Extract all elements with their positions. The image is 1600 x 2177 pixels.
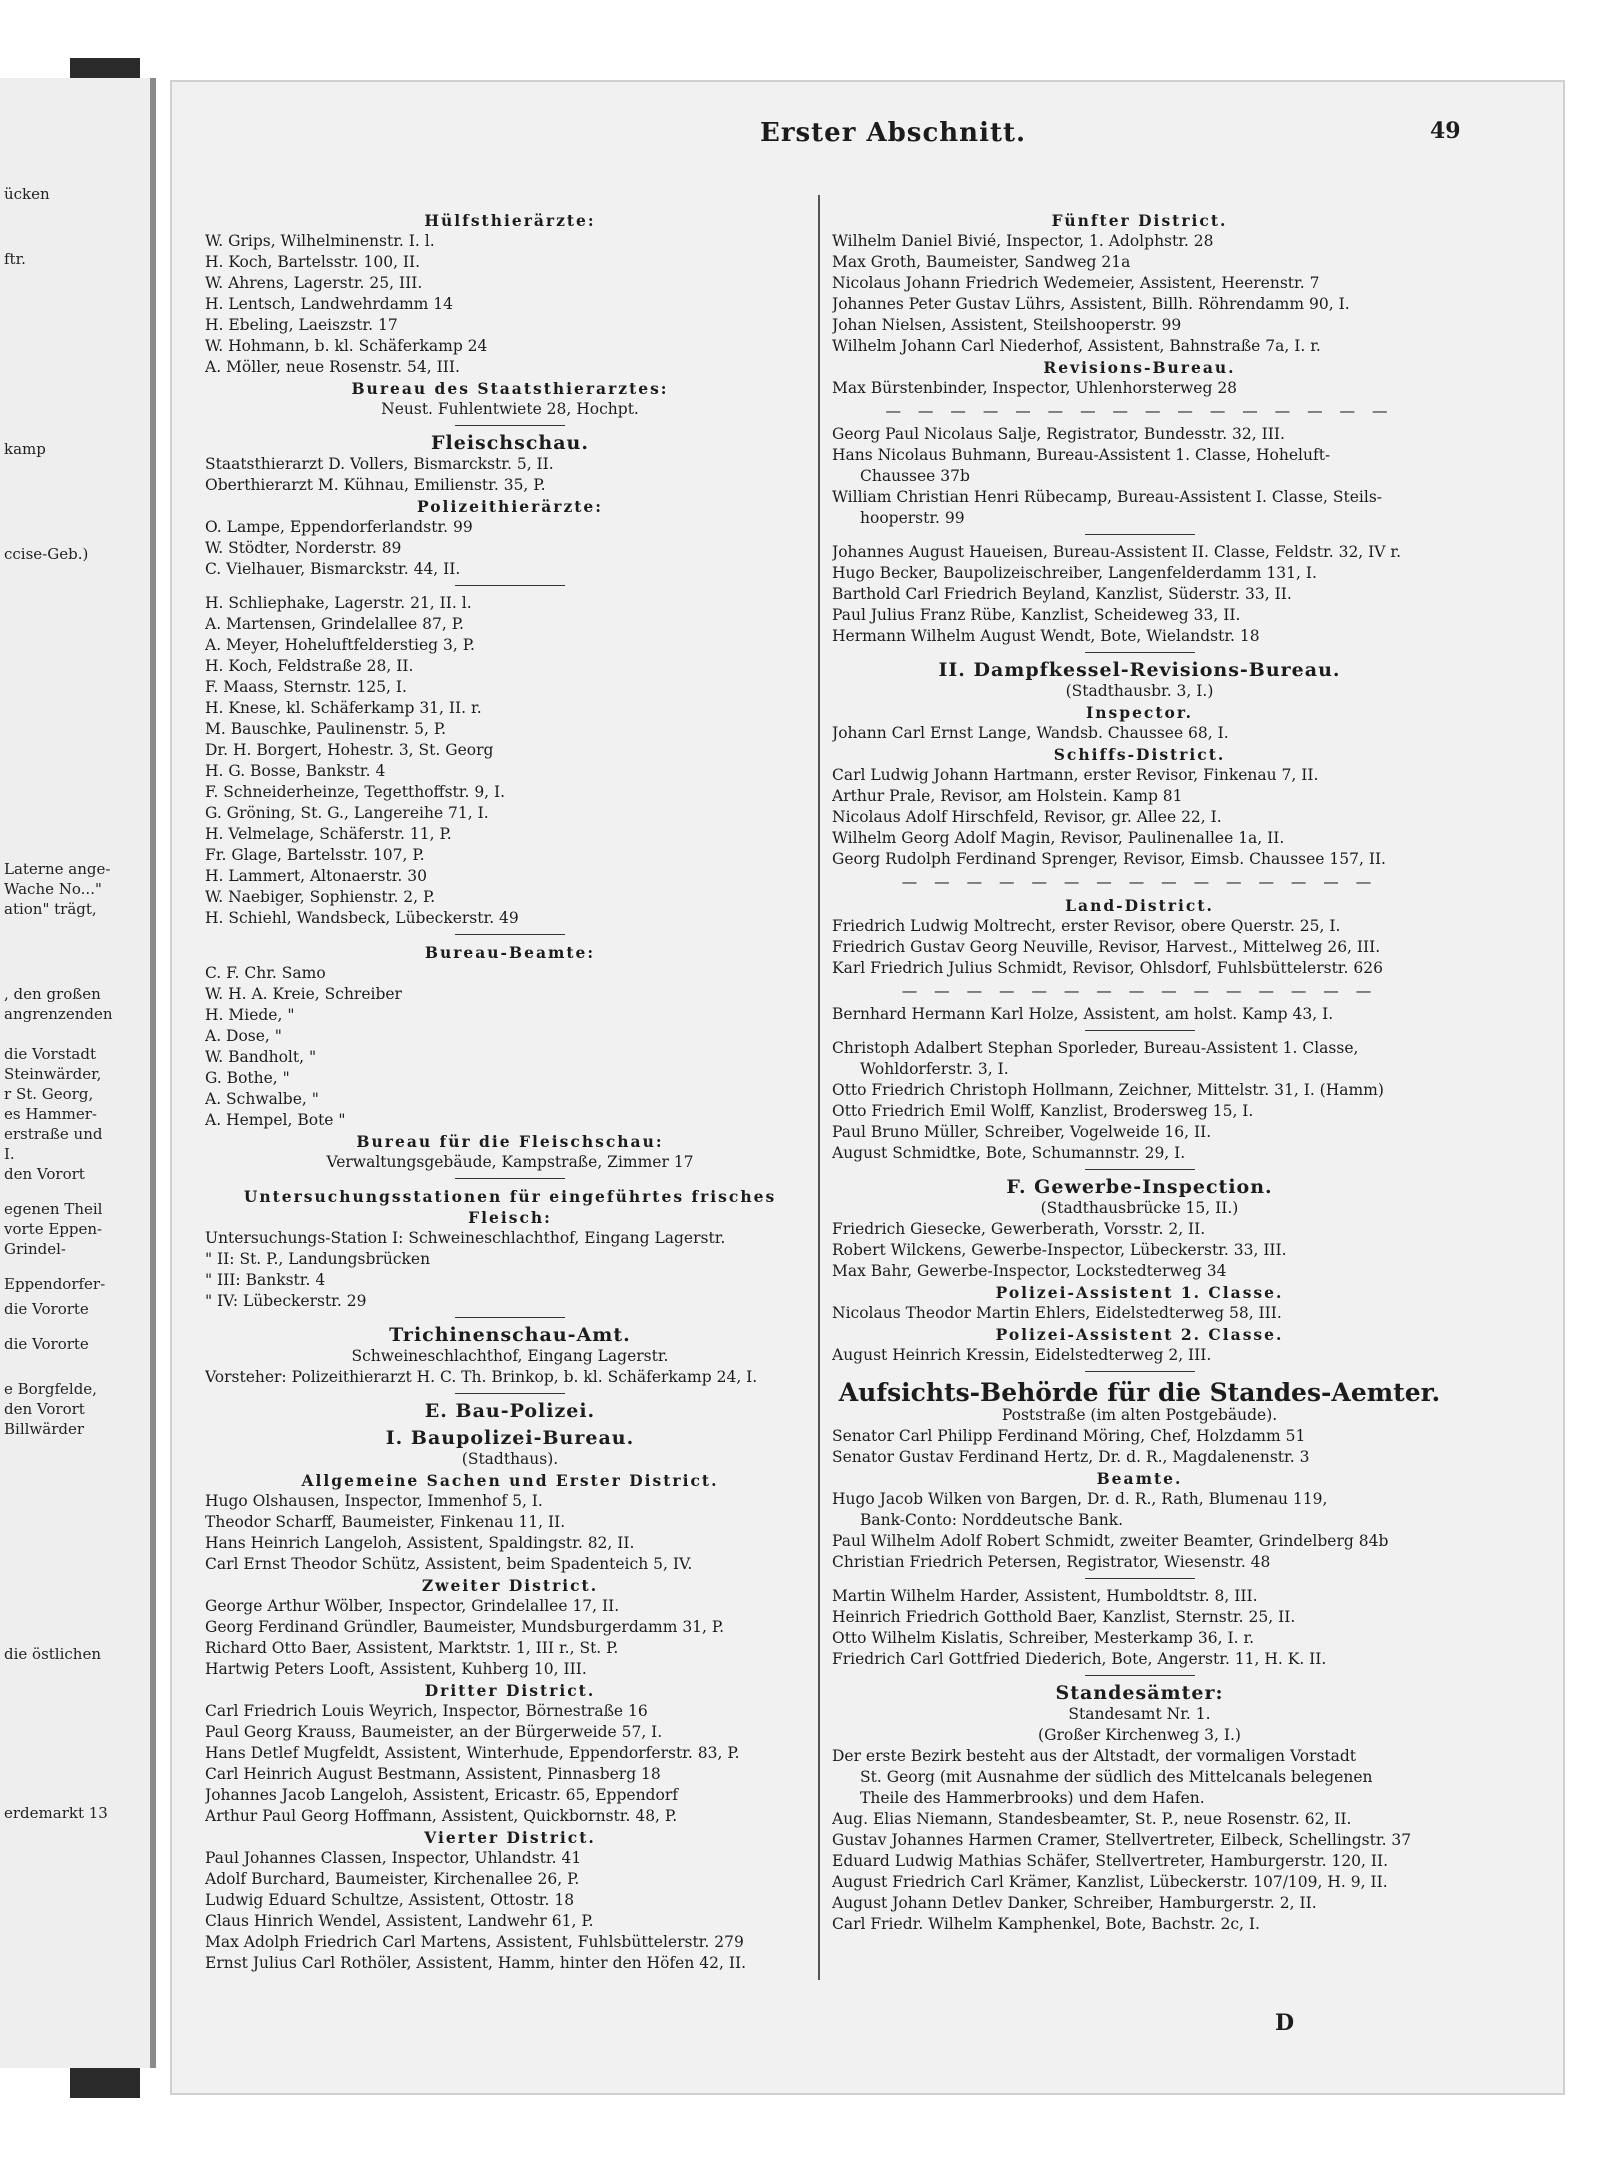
section-address: (Stadthaus). <box>461 1450 559 1468</box>
directory-entry: H. Koch, Bartelsstr. 100, II. <box>205 253 421 271</box>
directory-entry: Martin Wilhelm Harder, Assistent, Humboldtstr. 8, III. <box>832 1587 1258 1605</box>
directory-entry: Otto Friedrich Emil Wolff, Kanzlist, Brodersweg 15, I. <box>832 1102 1254 1120</box>
directory-entry: Ludwig Eduard Schultze, Assistent, Ottostr. 18 <box>205 1891 575 1909</box>
directory-entry: W. Hohmann, b. kl. Schäferkamp 24 <box>205 337 488 355</box>
directory-entry: A. Meyer, Hoheluftfelderstieg 3, P. <box>205 636 475 654</box>
section-address: Schweineschlachthof, Eingang Lagerstr. <box>351 1347 669 1365</box>
directory-entry: G. Gröning, St. G., Langereihe 71, I. <box>205 804 489 822</box>
left-page-fragment-text: kamp <box>4 440 46 458</box>
directory-entry: Oberthierarzt M. Kühnau, Emilienstr. 35, P. <box>205 476 546 494</box>
directory-entry: Nicolaus Johann Friedrich Wedemeier, Assistent, Heerenstr. 7 <box>832 274 1320 292</box>
section-rule <box>455 425 565 426</box>
section-rule <box>455 585 565 586</box>
directory-entry: Max Groth, Baumeister, Sandweg 21a <box>832 253 1131 271</box>
directory-entry: Hans Detlef Mugfeldt, Assistent, Winterhude, Eppendorferstr. 83, P. <box>205 1744 740 1762</box>
directory-entry: Georg Paul Nicolaus Salje, Registrator, Bundesstr. 32, III. <box>832 425 1285 443</box>
directory-entry: Vorsteher: Polizeithierarzt H. C. Th. Brinkop, b. kl. Schäferkamp 24, I. <box>205 1368 758 1386</box>
dash-separator: — — — — — — — — — — — — — — — — <box>885 402 1394 420</box>
directory-entry: Der erste Bezirk besteht aus der Altstadt, der vormaligen Vorstadt <box>832 1747 1357 1765</box>
directory-entry: Hans Nicolaus Buhmann, Bureau-Assistent 1. Classe, Hoheluft- <box>832 446 1331 464</box>
directory-entry: Hans Heinrich Langeloh, Assistent, Spaldingstr. 82, II. <box>205 1534 635 1552</box>
section-heading: Land-District. <box>1065 896 1214 915</box>
directory-entry: Senator Carl Philipp Ferdinand Möring, Chef, Holzdamm 51 <box>832 1427 1306 1445</box>
section-heading: Bureau-Beamte: <box>424 943 596 962</box>
directory-entry: Johannes August Haueisen, Bureau-Assistent II. Classe, Feldstr. 32, IV r. <box>832 543 1402 561</box>
section-heading: Polizei-Assistent 2. Classe. <box>995 1325 1284 1344</box>
directory-entry: W. Stödter, Norderstr. 89 <box>205 539 402 557</box>
left-page-fragment-text: ation" trägt, <box>4 900 97 918</box>
directory-entry: Georg Rudolph Ferdinand Sprenger, Revisor, Eimsb. Chaussee 157, II. <box>832 850 1386 868</box>
directory-entry: Wilhelm Johann Carl Niederhof, Assistent, Bahnstraße 7a, I. r. <box>832 337 1321 355</box>
entry-continuation: Theile des Hammerbrooks) und dem Hafen. <box>860 1789 1205 1807</box>
directory-entry: Friedrich Giesecke, Gewerberath, Vorsstr. 2, II. <box>832 1220 1206 1238</box>
directory-entry: W. Grips, Wilhelminenstr. I. l. <box>205 232 435 250</box>
directory-entry: August Schmidtke, Bote, Schumannstr. 29, I. <box>832 1144 1186 1162</box>
directory-entry: G. Bothe, " <box>205 1069 290 1087</box>
entry-continuation: St. Georg (mit Ausnahme der südlich des Mittelcanals belegenen <box>860 1768 1373 1786</box>
section-heading: Inspector. <box>1085 703 1194 722</box>
left-page-fragment-text: die östlichen <box>4 1645 101 1663</box>
section-rule <box>455 1393 565 1394</box>
left-page-fragment-text: Eppendorfer- <box>4 1275 106 1293</box>
section-heading: Fleisch: <box>468 1208 552 1227</box>
directory-entry: Georg Ferdinand Gründler, Baumeister, Mundsburgerdamm 31, P. <box>205 1618 725 1636</box>
left-page-fragment-text: Wache No..." <box>4 880 102 898</box>
directory-entry: Staatsthierarzt D. Vollers, Bismarckstr. 5, II. <box>205 455 554 473</box>
left-page-fragment-text: r St. Georg, <box>4 1085 94 1103</box>
directory-entry: H. G. Bosse, Bankstr. 4 <box>205 762 386 780</box>
directory-entry: Paul Julius Franz Rübe, Kanzlist, Scheideweg 33, II. <box>832 606 1241 624</box>
left-page-fragment-text: erdemarkt 13 <box>4 1804 108 1822</box>
left-page-fragment-text: Billwärder <box>4 1420 85 1438</box>
left-page-fragment-text: den Vorort <box>4 1165 85 1183</box>
directory-entry: George Arthur Wölber, Inspector, Grindelallee 17, II. <box>205 1597 620 1615</box>
dash-separator: — — — — — — — — — — — — — — — <box>901 982 1378 1000</box>
signature-mark: D <box>1275 2010 1295 2036</box>
directory-entry: W. H. A. Kreie, Schreiber <box>205 985 402 1003</box>
directory-entry: H. Knese, kl. Schäferkamp 31, II. r. <box>205 699 482 717</box>
directory-entry: Karl Friedrich Julius Schmidt, Revisor, Ohlsdorf, Fuhlsbüttelerstr. 626 <box>832 959 1383 977</box>
directory-entry: H. Miede, " <box>205 1006 295 1024</box>
directory-entry: A. Dose, " <box>205 1027 282 1045</box>
directory-entry: W. Ahrens, Lagerstr. 25, III. <box>205 274 423 292</box>
directory-entry: Senator Gustav Ferdinand Hertz, Dr. d. R., Magdalenenstr. 3 <box>832 1448 1310 1466</box>
directory-entry: Max Bürstenbinder, Inspector, Uhlenhorsterweg 28 <box>832 379 1238 397</box>
directory-entry: W. Bandholt, " <box>205 1048 317 1066</box>
directory-entry: Otto Friedrich Christoph Hollmann, Zeichner, Mittelstr. 31, I. (Hamm) <box>832 1081 1384 1099</box>
directory-entry: Wilhelm Daniel Bivié, Inspector, 1. Adolphstr. 28 <box>832 232 1214 250</box>
directory-entry: Otto Wilhelm Kislatis, Schreiber, Mesterkamp 36, I. r. <box>832 1629 1255 1647</box>
directory-entry: H. Velmelage, Schäferstr. 11, P. <box>205 825 452 843</box>
page-number: 49 <box>1430 118 1461 144</box>
directory-entry: Theodor Scharff, Baumeister, Finkenau 11, II. <box>205 1513 566 1531</box>
directory-entry: Johannes Jacob Langeloh, Assistent, Ericastr. 65, Eppendorf <box>205 1786 678 1804</box>
directory-entry: Friedrich Ludwig Moltrecht, erster Revisor, obere Querstr. 25, I. <box>832 917 1341 935</box>
section-heading: Hülfsthierärzte: <box>424 211 596 230</box>
directory-entry: Untersuchungs-Station I: Schweineschlachthof, Eingang Lagerstr. <box>205 1229 726 1247</box>
entry-continuation: Chaussee 37b <box>860 467 970 485</box>
directory-entry: Hermann Wilhelm August Wendt, Bote, Wielandstr. 18 <box>832 627 1260 645</box>
section-title: Standesämter: <box>1055 1682 1224 1704</box>
left-page-fragment <box>0 78 156 2068</box>
section-heading: Zweiter District. <box>421 1576 599 1595</box>
directory-entry: Max Adolph Friedrich Carl Martens, Assistent, Fuhlsbüttelerstr. 279 <box>205 1933 744 1951</box>
directory-entry: Carl Friedrich Louis Weyrich, Inspector, Börnestraße 16 <box>205 1702 648 1720</box>
directory-entry: Carl Friedr. Wilhelm Kamphenkel, Bote, Bachstr. 2c, I. <box>832 1915 1260 1933</box>
directory-entry: H. Ebeling, Laeiszstr. 17 <box>205 316 398 334</box>
directory-entry: M. Bauschke, Paulinenstr. 5, P. <box>205 720 447 738</box>
column-divider <box>818 195 820 1980</box>
entry-continuation: Bank-Conto: Norddeutsche Bank. <box>860 1511 1124 1529</box>
section-rule <box>1085 1371 1195 1372</box>
directory-entry: Barthold Carl Friedrich Beyland, Kanzlist, Süderstr. 33, II. <box>832 585 1292 603</box>
section-heading: Bureau für die Fleischschau: <box>356 1132 664 1151</box>
directory-entry: Carl Ludwig Johann Hartmann, erster Revisor, Finkenau 7, II. <box>832 766 1319 784</box>
directory-entry: Wilhelm Georg Adolf Magin, Revisor, Paulinenallee 1a, II. <box>832 829 1285 847</box>
section-address: Neust. Fuhlentwiete 28, Hochpt. <box>381 400 639 418</box>
left-page-fragment-text: e Borgfelde, <box>4 1380 97 1398</box>
left-page-fragment-text: vorte Eppen- <box>4 1220 103 1238</box>
directory-entry: Ernst Julius Carl Rothöler, Assistent, Hamm, hinter den Höfen 42, II. <box>205 1954 746 1972</box>
directory-entry: A. Schwalbe, " <box>205 1090 319 1108</box>
directory-entry: Paul Wilhelm Adolf Robert Schmidt, zweiter Beamter, Grindelberg 84b <box>832 1532 1389 1550</box>
directory-entry: Robert Wilckens, Gewerbe-Inspector, Lübeckerstr. 33, III. <box>832 1241 1287 1259</box>
section-heading: Fünfter District. <box>1051 211 1228 230</box>
section-rule <box>455 1178 565 1179</box>
section-heading: Revisions-Bureau. <box>1043 358 1236 377</box>
section-heading: Schiffs-District. <box>1053 745 1226 764</box>
left-page-fragment-text: die Vororte <box>4 1300 89 1318</box>
section-rule <box>1085 1578 1195 1579</box>
directory-entry: Johann Carl Ernst Lange, Wandsb. Chaussee 68, I. <box>832 724 1229 742</box>
directory-entry: Arthur Paul Georg Hoffmann, Assistent, Quickbornstr. 48, P. <box>205 1807 678 1825</box>
directory-entry: Hartwig Peters Looft, Assistent, Kuhberg 10, III. <box>205 1660 587 1678</box>
directory-entry: Friedrich Carl Gottfried Diederich, Bote, Angerstr. 11, H. K. II. <box>832 1650 1327 1668</box>
left-page-fragment-text: egenen Theil <box>4 1200 103 1218</box>
section-heading: Polizei-Assistent 1. Classe. <box>995 1283 1284 1302</box>
left-column <box>205 210 815 1974</box>
section-title: E. Bau-Polizei. <box>424 1400 596 1422</box>
directory-entry: August Friedrich Carl Krämer, Kanzlist, Lübeckerstr. 107/109, H. 9, II. <box>832 1873 1388 1891</box>
section-address: Verwaltungsgebäude, Kampstraße, Zimmer 17 <box>326 1153 694 1171</box>
section-heading: Vierter District. <box>424 1828 596 1847</box>
section-title: II. Dampfkessel-Revisions-Bureau. <box>938 659 1341 681</box>
section-heading: Dritter District. <box>424 1681 596 1700</box>
directory-entry: Hugo Olshausen, Inspector, Immenhof 5, I. <box>205 1492 543 1510</box>
directory-entry: Bernhard Hermann Karl Holze, Assistent, am holst. Kamp 43, I. <box>832 1005 1334 1023</box>
entry-continuation: hooperstr. 99 <box>860 509 965 527</box>
left-page-fragment-text: , den großen <box>4 985 101 1003</box>
directory-entry: A. Martensen, Grindelallee 87, P. <box>205 615 464 633</box>
left-page-fragment-text: angrenzenden <box>4 1005 113 1023</box>
section-rule <box>1085 534 1195 535</box>
section-heading: Polizeithierärzte: <box>416 497 603 516</box>
section-address: Poststraße (im alten Postgebäude). <box>1001 1406 1278 1424</box>
directory-entry: Carl Ernst Theodor Schütz, Assistent, beim Spadenteich 5, IV. <box>205 1555 693 1573</box>
section-rule <box>1085 1169 1195 1170</box>
directory-entry: Dr. H. Borgert, Hohestr. 3, St. Georg <box>205 741 494 759</box>
directory-entry: Christoph Adalbert Stephan Sporleder, Bureau-Assistent 1. Classe, <box>832 1039 1359 1057</box>
directory-entry: Paul Georg Krauss, Baumeister, an der Bürgerweide 57, I. <box>205 1723 663 1741</box>
directory-entry: Aug. Elias Niemann, Standesbeamter, St. P., neue Rosenstr. 62, II. <box>832 1810 1352 1828</box>
directory-entry: Christian Friedrich Petersen, Registrator, Wiesenstr. 48 <box>832 1553 1271 1571</box>
directory-entry: Paul Bruno Müller, Schreiber, Vogelweide 16, II. <box>832 1123 1212 1141</box>
left-page-fragment-text: es Hammer- <box>4 1105 97 1123</box>
directory-entry: Paul Johannes Classen, Inspector, Uhlandstr. 41 <box>205 1849 582 1867</box>
directory-entry: Carl Heinrich August Bestmann, Assistent, Pinnasberg 18 <box>205 1765 661 1783</box>
directory-entry: Johan Nielsen, Assistent, Steilshooperstr. 99 <box>832 316 1182 334</box>
directory-entry: Max Bahr, Gewerbe-Inspector, Lockstedterweg 34 <box>832 1262 1227 1280</box>
directory-entry: H. Schliephake, Lagerstr. 21, II. l. <box>205 594 472 612</box>
section-title: Fleischschau. <box>431 432 589 454</box>
directory-entry: Adolf Burchard, Baumeister, Kirchenallee 26, P. <box>205 1870 580 1888</box>
directory-entry: A. Möller, neue Rosenstr. 54, III. <box>205 358 460 376</box>
section-address: (Stadthausbr. 3, I.) <box>1065 682 1214 700</box>
left-page-fragment-text: die Vorstadt <box>4 1045 96 1063</box>
right-column <box>832 210 1447 1935</box>
directory-entry: William Christian Henri Rübecamp, Bureau-Assistent I. Classe, Steils- <box>832 488 1383 506</box>
section-title: I. Baupolizei-Bureau. <box>385 1427 635 1449</box>
directory-entry: Claus Hinrich Wendel, Assistent, Landwehr 61, P. <box>205 1912 594 1930</box>
directory-entry: Hugo Becker, Baupolizeischreiber, Langenfelderdamm 131, I. <box>832 564 1317 582</box>
main-section-title: Aufsichts-Behörde für die Standes-Aemter. <box>838 1378 1441 1407</box>
section-title: F. Gewerbe-Inspection. <box>1006 1176 1273 1198</box>
directory-entry: Hugo Jacob Wilken von Bargen, Dr. d. R., Rath, Blumenau 119, <box>832 1490 1328 1508</box>
directory-entry: Nicolaus Theodor Martin Ehlers, Eidelstedterweg 58, III. <box>832 1304 1282 1322</box>
directory-entry: " III: Bankstr. 4 <box>205 1271 326 1289</box>
left-page-fragment-text: erstraße und <box>4 1125 103 1143</box>
section-address: Standesamt Nr. 1. <box>1068 1705 1211 1723</box>
section-rule <box>1085 1675 1195 1676</box>
directory-entry: A. Hempel, Bote " <box>205 1111 346 1129</box>
directory-entry: W. Naebiger, Sophienstr. 2, P. <box>205 888 436 906</box>
directory-entry: O. Lampe, Eppendorferlandstr. 99 <box>205 518 473 536</box>
directory-entry: Fr. Glage, Bartelsstr. 107, P. <box>205 846 425 864</box>
left-page-fragment-text: ftr. <box>4 250 26 268</box>
section-heading: Untersuchungsstationen für eingeführtes frisches <box>243 1187 777 1206</box>
directory-entry: Johannes Peter Gustav Lührs, Assistent, Billh. Röhrendamm 90, I. <box>832 295 1350 313</box>
page-title: Erster Abschnitt. <box>760 118 1027 148</box>
directory-entry: August Johann Detlev Danker, Schreiber, Hamburgerstr. 2, II. <box>832 1894 1317 1912</box>
left-page-fragment-text: I. <box>4 1145 15 1163</box>
directory-entry: Friedrich Gustav Georg Neuville, Revisor, Harvest., Mittelweg 26, III. <box>832 938 1381 956</box>
directory-entry: F. Schneiderheinze, Tegetthoffstr. 9, I. <box>205 783 506 801</box>
directory-entry: F. Maass, Sternstr. 125, I. <box>205 678 407 696</box>
directory-entry: C. F. Chr. Samo <box>205 964 326 982</box>
directory-entry: H. Schiehl, Wandsbeck, Lübeckerstr. 49 <box>205 909 519 927</box>
directory-entry: H. Lentsch, Landwehrdamm 14 <box>205 295 453 313</box>
section-address: (Stadthausbrücke 15, II.) <box>1040 1199 1239 1217</box>
directory-entry: C. Vielhauer, Bismarckstr. 44, II. <box>205 560 461 578</box>
section-address: (Großer Kirchenweg 3, I.) <box>1038 1726 1241 1744</box>
directory-entry: " II: St. P., Landungsbrücken <box>205 1250 431 1268</box>
directory-entry: August Heinrich Kressin, Eidelstedterweg 2, III. <box>832 1346 1212 1364</box>
section-rule <box>455 1317 565 1318</box>
section-heading: Beamte. <box>1096 1469 1183 1488</box>
section-heading: Bureau des Staatsthierarztes: <box>351 379 669 398</box>
left-page-fragment-text: Laterne ange- <box>4 860 111 878</box>
left-page-fragment-text: ccise-Geb.) <box>4 545 89 563</box>
left-page-fragment-text: ücken <box>4 185 50 203</box>
directory-entry: H. Koch, Feldstraße 28, II. <box>205 657 414 675</box>
dash-separator: — — — — — — — — — — — — — — — <box>901 873 1378 891</box>
directory-entry: Eduard Ludwig Mathias Schäfer, Stellvertreter, Hamburgerstr. 120, II. <box>832 1852 1389 1870</box>
directory-entry: H. Lammert, Altonaerstr. 30 <box>205 867 427 885</box>
section-rule <box>1085 652 1195 653</box>
section-rule <box>1085 1030 1195 1031</box>
directory-entry: Gustav Johannes Harmen Cramer, Stellvertreter, Eilbeck, Schellingstr. 37 <box>832 1831 1412 1849</box>
directory-entry: Richard Otto Baer, Assistent, Marktstr. 1, III r., St. P. <box>205 1639 619 1657</box>
left-page-fragment-text: Grindel- <box>4 1240 66 1258</box>
entry-continuation: Wohldorferstr. 3, I. <box>860 1060 1009 1078</box>
left-page-fragment-text: Steinwärder, <box>4 1065 102 1083</box>
section-rule <box>455 934 565 935</box>
directory-entry: Heinrich Friedrich Gotthold Baer, Kanzlist, Sternstr. 25, II. <box>832 1608 1296 1626</box>
section-title: Trichinenschau-Amt. <box>389 1324 631 1346</box>
section-heading: Allgemeine Sachen und Erster District. <box>301 1471 719 1490</box>
directory-entry: Nicolaus Adolf Hirschfeld, Revisor, gr. Allee 22, I. <box>832 808 1222 826</box>
left-page-fragment-text: die Vororte <box>4 1335 89 1353</box>
directory-entry: " IV: Lübeckerstr. 29 <box>205 1292 367 1310</box>
left-page-fragment-text: den Vorort <box>4 1400 85 1418</box>
directory-entry: Arthur Prale, Revisor, am Holstein. Kamp 81 <box>832 787 1183 805</box>
